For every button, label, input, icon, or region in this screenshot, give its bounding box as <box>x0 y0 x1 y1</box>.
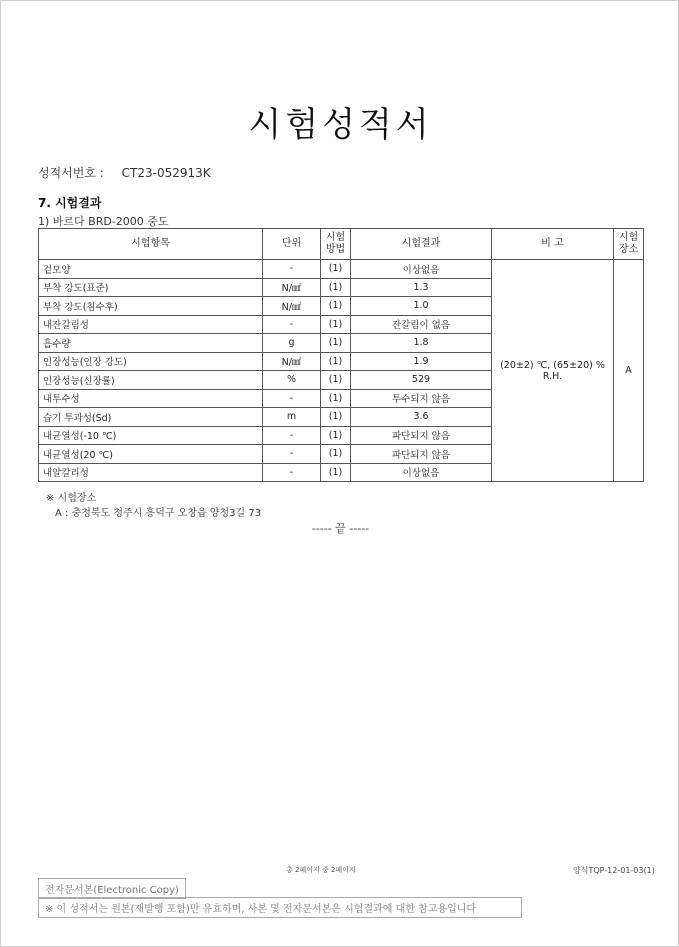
end-mark: ----- 끝 ----- <box>311 522 370 535</box>
table-header-row <box>39 229 644 260</box>
cell-item: 내균열성(20 ℃) <box>39 445 263 464</box>
cell-item: 부착 강도(표준) <box>39 278 263 297</box>
cell-unit: - <box>263 445 321 464</box>
cell-unit: - <box>263 426 321 445</box>
results-table <box>38 228 644 482</box>
test-place-note: ※ 시험장소 <box>46 493 97 504</box>
certificate-number-label: 성적서번호 : <box>38 166 104 180</box>
cell-result: 이상없음 <box>351 463 492 482</box>
cell-unit: % <box>263 371 321 390</box>
cell-result: 잔갈림이 없음 <box>351 315 492 334</box>
cell-unit: - <box>263 463 321 482</box>
header-unit: 단위 <box>263 229 321 260</box>
electronic-copy-stamp: 전자문서본(Electronic Copy) <box>38 878 186 899</box>
cell-item: 부착 강도(침수후) <box>39 297 263 316</box>
cell-result: 1.0 <box>351 297 492 316</box>
certificate-number-value: CT23-052913K <box>121 166 211 180</box>
cell-item: 인장성능(신장률) <box>39 371 263 390</box>
header-test-result: 시험결과 <box>351 229 492 260</box>
cell-remark: (20±2) ℃, (65±20) % R.H. <box>492 260 614 482</box>
cell-result: 파단되지 않음 <box>351 445 492 464</box>
header-test-item: 시험항목 <box>39 229 263 260</box>
section-title: 7. 시험결과 <box>38 196 102 210</box>
cell-method: (1) <box>321 408 351 427</box>
cell-item: 내알칼리성 <box>39 463 263 482</box>
form-number: 양식TQP-12-01-03(1) <box>573 866 655 875</box>
validity-notice: ※ 이 성적서는 원본(재발행 포함)만 유효하며, 사본 및 전자문서본은 시험결과에 대한 참고용입니다 <box>38 897 522 918</box>
cell-item: 흡수량 <box>39 334 263 353</box>
page-title: 시험성적서 <box>248 105 433 145</box>
cell-method: (1) <box>321 445 351 464</box>
cell-item: 습기 투과성(Sd) <box>39 408 263 427</box>
header-remark: 비 고 <box>492 229 614 260</box>
cell-unit: - <box>263 389 321 408</box>
cell-result: 1.9 <box>351 352 492 371</box>
page-number: 총 2페이지 중 2페이지 <box>286 866 356 874</box>
cell-unit: N/㎟ <box>263 297 321 316</box>
test-place-address: A : 충청북도 청주시 흥덕구 오창읍 양청3길 73 <box>55 508 262 519</box>
cell-unit: g <box>263 334 321 353</box>
cell-item: 내잔갈림성 <box>39 315 263 334</box>
cell-unit: - <box>263 260 321 279</box>
cell-result: 3.6 <box>351 408 492 427</box>
cell-item: 내투수성 <box>39 389 263 408</box>
cell-result: 529 <box>351 371 492 390</box>
certificate-number <box>38 164 211 181</box>
cell-method: (1) <box>321 463 351 482</box>
cell-method: (1) <box>321 426 351 445</box>
header-test-method: 시험방법 <box>321 229 351 260</box>
cell-result: 1.8 <box>351 334 492 353</box>
cell-method: (1) <box>321 297 351 316</box>
header-test-place: 시험장소 <box>614 229 644 260</box>
cell-item: 내균열성(-10 ℃) <box>39 426 263 445</box>
cell-test-place: A <box>614 260 644 482</box>
cell-method: (1) <box>321 315 351 334</box>
cell-result: 투수되지 않음 <box>351 389 492 408</box>
product-subtitle: 1) 바르다 BRD-2000 중도 <box>38 215 169 228</box>
cell-item: 인장성능(인장 강도) <box>39 352 263 371</box>
cell-unit: N/㎟ <box>263 278 321 297</box>
cell-result: 이상없음 <box>351 260 492 279</box>
cell-method: (1) <box>321 352 351 371</box>
cell-result: 1.3 <box>351 278 492 297</box>
cell-method: (1) <box>321 278 351 297</box>
cell-result: 파단되지 않음 <box>351 426 492 445</box>
cell-method: (1) <box>321 371 351 390</box>
cell-unit: N/㎟ <box>263 352 321 371</box>
cell-unit: m <box>263 408 321 427</box>
cell-unit: - <box>263 315 321 334</box>
cell-method: (1) <box>321 260 351 279</box>
cell-item: 겉모양 <box>39 260 263 279</box>
cell-method: (1) <box>321 389 351 408</box>
cell-method: (1) <box>321 334 351 353</box>
table-row <box>39 260 644 279</box>
